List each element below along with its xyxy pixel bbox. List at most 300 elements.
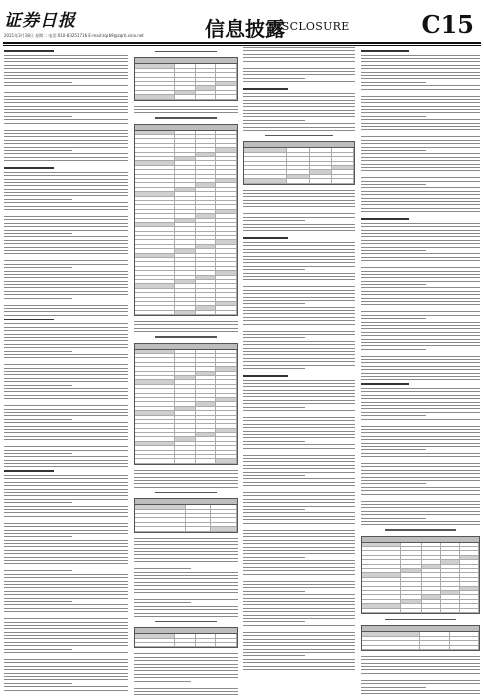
table-cell <box>362 578 401 581</box>
table-cell <box>196 271 217 274</box>
table-cell <box>216 179 237 182</box>
text-line <box>243 639 355 640</box>
table-cell <box>135 385 175 388</box>
table-row <box>135 459 237 463</box>
data-table <box>243 141 355 184</box>
table-cell <box>216 372 237 375</box>
text-line <box>243 249 355 250</box>
text-line <box>134 331 238 332</box>
text-line <box>243 110 355 111</box>
text-line <box>134 112 238 113</box>
text-line <box>361 140 480 141</box>
table-cell <box>441 565 460 568</box>
table-cell <box>216 416 237 419</box>
text-line <box>361 274 480 275</box>
text-line <box>243 475 305 476</box>
table-cell <box>460 543 479 546</box>
text-line <box>361 294 480 295</box>
text-line <box>243 485 355 486</box>
text-line <box>361 78 480 79</box>
text-line <box>4 271 128 272</box>
table-cell <box>460 587 479 590</box>
text-line <box>361 170 480 171</box>
text-line <box>243 533 355 534</box>
text-line <box>361 463 480 464</box>
text-line <box>243 441 305 442</box>
table-cell <box>216 280 237 283</box>
table-cell <box>401 595 422 598</box>
text-line <box>361 147 480 148</box>
text-line <box>243 334 355 335</box>
text-line <box>4 502 72 503</box>
table-cell <box>175 433 196 436</box>
text-line <box>361 181 480 182</box>
text-line <box>4 574 128 575</box>
text-line <box>4 337 128 338</box>
text-line <box>243 557 305 558</box>
table-cell <box>196 131 217 134</box>
text-line <box>4 106 128 107</box>
text-line <box>361 287 480 288</box>
table-cell <box>216 192 237 195</box>
text-line <box>361 376 480 377</box>
text-line <box>243 543 355 544</box>
table-cell <box>135 139 175 142</box>
text-line <box>361 89 480 90</box>
text-line <box>361 426 480 427</box>
text-line <box>4 456 128 457</box>
table-cell <box>196 311 217 314</box>
table-cell <box>135 350 175 353</box>
table-cell <box>460 591 479 594</box>
text-line <box>361 325 480 326</box>
text-line <box>4 604 128 605</box>
table-cell <box>135 170 175 173</box>
text-line <box>4 492 128 493</box>
table-cell <box>401 609 422 612</box>
text-line <box>4 530 128 531</box>
table-cell <box>441 556 460 559</box>
text-line <box>243 116 355 117</box>
text-line <box>243 523 355 524</box>
text-line <box>4 340 128 341</box>
text-line <box>361 373 480 374</box>
table-cell <box>135 372 175 375</box>
table-cell <box>422 600 441 603</box>
table-cell <box>196 210 217 213</box>
text-line <box>243 120 305 121</box>
table-cell <box>135 205 175 208</box>
table-row <box>362 646 479 650</box>
table-cell <box>196 385 217 388</box>
text-line <box>4 523 128 524</box>
table-cell <box>244 157 287 160</box>
text-line <box>243 420 355 421</box>
text-line <box>361 408 480 409</box>
table-cell <box>135 284 175 287</box>
table-cell <box>175 284 196 287</box>
table-cell <box>216 289 237 292</box>
table-cell <box>196 214 217 217</box>
table-cell <box>135 175 175 178</box>
text-line <box>361 443 480 444</box>
text-line <box>4 96 128 97</box>
text-line <box>361 277 480 278</box>
table-cell <box>196 358 217 361</box>
text-line <box>4 247 128 248</box>
table-cell <box>287 179 309 182</box>
table-cell <box>216 350 237 353</box>
text-line <box>4 347 128 348</box>
table-cell <box>422 609 441 612</box>
table-cell <box>186 518 212 521</box>
text-line <box>361 388 480 389</box>
section-heading <box>4 470 54 472</box>
text-line <box>4 550 128 551</box>
text-line <box>134 688 238 689</box>
text-line <box>4 157 128 158</box>
text-line <box>243 553 355 554</box>
table-cell <box>216 232 237 235</box>
text-line <box>243 297 355 298</box>
section-heading <box>4 50 54 52</box>
text-line <box>243 71 355 72</box>
table-cell <box>216 205 237 208</box>
text-line <box>243 266 355 267</box>
table-cell <box>216 643 237 646</box>
text-line <box>361 164 480 165</box>
text-line <box>4 690 128 691</box>
text-line <box>361 379 480 380</box>
table-cell <box>135 188 175 191</box>
table-cell <box>196 411 217 414</box>
table-cell <box>310 153 332 156</box>
table-cell <box>135 258 175 261</box>
table-cell <box>216 402 237 405</box>
table-cell <box>196 350 217 353</box>
table-cell <box>135 639 175 642</box>
text-line <box>4 315 128 316</box>
table-cell <box>441 551 460 554</box>
table-cell <box>135 240 175 243</box>
text-line <box>4 388 128 389</box>
text-line <box>4 334 128 335</box>
text-line <box>243 303 305 304</box>
text-line <box>4 305 128 306</box>
table-cell <box>216 240 237 243</box>
text-line <box>243 649 355 650</box>
text-line <box>243 390 355 391</box>
text-line <box>361 405 480 406</box>
text-line <box>243 635 355 636</box>
text-line <box>4 659 128 660</box>
text-line <box>361 257 480 258</box>
section-heading <box>243 237 288 239</box>
table-cell <box>216 634 237 637</box>
table-cell <box>216 135 237 138</box>
text-line <box>243 337 305 338</box>
text-line <box>4 446 128 447</box>
text-line <box>361 490 480 491</box>
text-line <box>243 431 355 432</box>
table-caption <box>265 135 332 136</box>
data-table <box>361 625 480 651</box>
text-line <box>4 378 128 379</box>
table-cell <box>332 148 354 151</box>
text-line <box>361 456 480 457</box>
table-cell <box>196 298 217 301</box>
table-cell <box>135 157 175 160</box>
text-line <box>4 202 128 203</box>
table-cell <box>135 433 175 436</box>
table-cell <box>196 284 217 287</box>
text-line <box>243 482 355 483</box>
text-line <box>243 584 355 585</box>
table-cell <box>216 429 237 432</box>
text-line <box>243 269 305 270</box>
table-cell <box>441 560 460 563</box>
table-cell <box>332 166 354 169</box>
table-cell <box>211 514 237 517</box>
table-cell <box>362 543 401 546</box>
text-line <box>243 666 355 667</box>
text-line <box>4 381 128 382</box>
table-cell <box>175 135 196 138</box>
text-line <box>361 511 480 512</box>
table-cell <box>135 223 175 226</box>
table-cell <box>175 363 196 366</box>
text-line <box>361 304 480 305</box>
text-line <box>4 611 128 612</box>
table-cell <box>216 245 237 248</box>
table-cell <box>216 455 237 458</box>
section-heading <box>361 50 409 52</box>
table-cell <box>422 556 441 559</box>
table-cell <box>175 262 196 265</box>
text-line <box>4 395 128 396</box>
table-cell <box>175 91 196 94</box>
text-line <box>4 577 128 578</box>
text-line <box>4 354 128 355</box>
table-cell <box>175 201 196 204</box>
table-cell <box>196 643 217 646</box>
text-line <box>134 470 238 471</box>
text-line <box>243 512 355 513</box>
table-cell <box>196 188 217 191</box>
table-cell <box>401 569 422 572</box>
table-cell <box>216 398 237 401</box>
table-cell <box>175 95 196 98</box>
text-line <box>243 618 355 619</box>
table-cell <box>175 219 196 222</box>
newspaper-logo: 证券日报 <box>4 11 76 31</box>
table-cell <box>422 582 441 585</box>
table-cell <box>175 376 196 379</box>
text-line <box>361 429 480 430</box>
table-cell <box>216 358 237 361</box>
table-cell <box>216 258 237 261</box>
table-cell <box>175 179 196 182</box>
table-caption <box>155 621 217 622</box>
table-cell <box>401 604 422 607</box>
text-line <box>243 123 355 124</box>
table-cell <box>196 306 217 309</box>
text-line <box>4 563 128 564</box>
table-cell <box>216 446 237 449</box>
text-line <box>243 78 305 79</box>
text-line <box>243 300 355 301</box>
table-cell <box>196 197 217 200</box>
table-cell <box>216 86 237 89</box>
text-line <box>243 74 355 75</box>
table-cell <box>175 175 196 178</box>
text-line <box>134 575 238 576</box>
text-line <box>361 82 426 83</box>
table-cell <box>135 298 175 301</box>
table-cell <box>216 376 237 379</box>
table-cell <box>196 416 217 419</box>
table-caption <box>155 336 217 337</box>
text-line <box>361 494 480 495</box>
table-row <box>135 311 237 315</box>
text-line <box>4 439 128 440</box>
section-heading <box>361 383 409 385</box>
text-line <box>361 398 480 399</box>
table-cell <box>135 166 175 169</box>
table-cell <box>460 560 479 563</box>
table-cell <box>196 376 217 379</box>
table-cell <box>196 157 217 160</box>
text-line <box>361 281 480 282</box>
text-line <box>4 560 128 561</box>
table-cell <box>196 78 217 81</box>
table-cell <box>135 311 175 314</box>
table-cell <box>175 389 196 392</box>
text-line <box>243 652 355 653</box>
text-line <box>4 72 128 73</box>
text-line <box>4 429 128 430</box>
table-cell <box>216 139 237 142</box>
table-cell <box>441 543 460 546</box>
table-cell <box>216 175 237 178</box>
text-line <box>361 449 426 450</box>
table-cell <box>332 157 354 160</box>
table-cell <box>175 73 196 76</box>
text-line <box>361 243 480 244</box>
text-line <box>134 616 238 617</box>
text-line <box>134 674 238 675</box>
text-line <box>243 365 355 366</box>
table-cell <box>216 188 237 191</box>
table-cell <box>135 267 175 270</box>
text-line <box>361 157 480 158</box>
text-line <box>134 321 238 322</box>
table-cell <box>175 639 196 642</box>
text-line <box>4 253 128 254</box>
text-line <box>243 403 355 404</box>
table-cell <box>186 527 212 530</box>
table-cell <box>196 289 217 292</box>
table-cell <box>135 527 186 530</box>
text-line <box>243 601 355 602</box>
text-line <box>4 143 128 144</box>
text-line <box>243 358 355 359</box>
table-cell <box>362 604 401 607</box>
table-cell <box>362 632 420 635</box>
text-line <box>243 242 355 243</box>
text-line <box>4 536 72 537</box>
table-cell <box>135 398 175 401</box>
text-line <box>4 351 72 352</box>
table-cell <box>175 144 196 147</box>
table-cell <box>244 179 287 182</box>
text-line <box>134 487 238 488</box>
text-line <box>243 81 355 82</box>
table-cell <box>175 166 196 169</box>
table-cell <box>310 166 332 169</box>
text-line <box>4 260 128 261</box>
table-cell <box>196 398 217 401</box>
text-line <box>4 509 128 510</box>
table-cell <box>216 311 237 314</box>
table-cell <box>196 227 217 230</box>
table-cell <box>216 459 237 462</box>
table-cell <box>135 455 175 458</box>
table-cell <box>211 505 237 508</box>
text-line <box>243 290 355 291</box>
table-cell <box>211 523 237 526</box>
table-cell <box>460 547 479 550</box>
text-line <box>361 177 480 178</box>
table-cell <box>175 183 196 186</box>
table-cell <box>216 267 237 270</box>
text-line <box>361 253 480 254</box>
text-line <box>361 61 480 62</box>
table-cell <box>175 267 196 270</box>
text-line <box>361 473 480 474</box>
text-line <box>243 310 355 311</box>
text-line <box>4 543 128 544</box>
data-table <box>134 627 238 648</box>
text-line <box>243 567 355 568</box>
table-cell <box>175 280 196 283</box>
text-line <box>243 68 355 69</box>
text-line <box>134 554 238 555</box>
table-cell <box>422 591 441 594</box>
text-line <box>243 252 355 253</box>
text-line <box>243 465 355 466</box>
table-cell <box>441 578 460 581</box>
table-cell <box>216 236 237 239</box>
table-cell <box>135 227 175 230</box>
table-cell <box>216 271 237 274</box>
table-cell <box>135 302 175 305</box>
text-line <box>243 351 355 352</box>
table-cell <box>175 634 196 637</box>
table-cell <box>216 197 237 200</box>
table-cell <box>175 148 196 151</box>
table-cell <box>175 254 196 257</box>
text-line <box>243 455 355 456</box>
data-table <box>134 343 238 465</box>
table-cell <box>216 157 237 160</box>
text-line <box>361 112 480 113</box>
data-table <box>134 124 238 316</box>
table-cell <box>196 258 217 261</box>
text-line <box>4 185 128 186</box>
text-line <box>243 317 355 318</box>
table-cell <box>196 144 217 147</box>
